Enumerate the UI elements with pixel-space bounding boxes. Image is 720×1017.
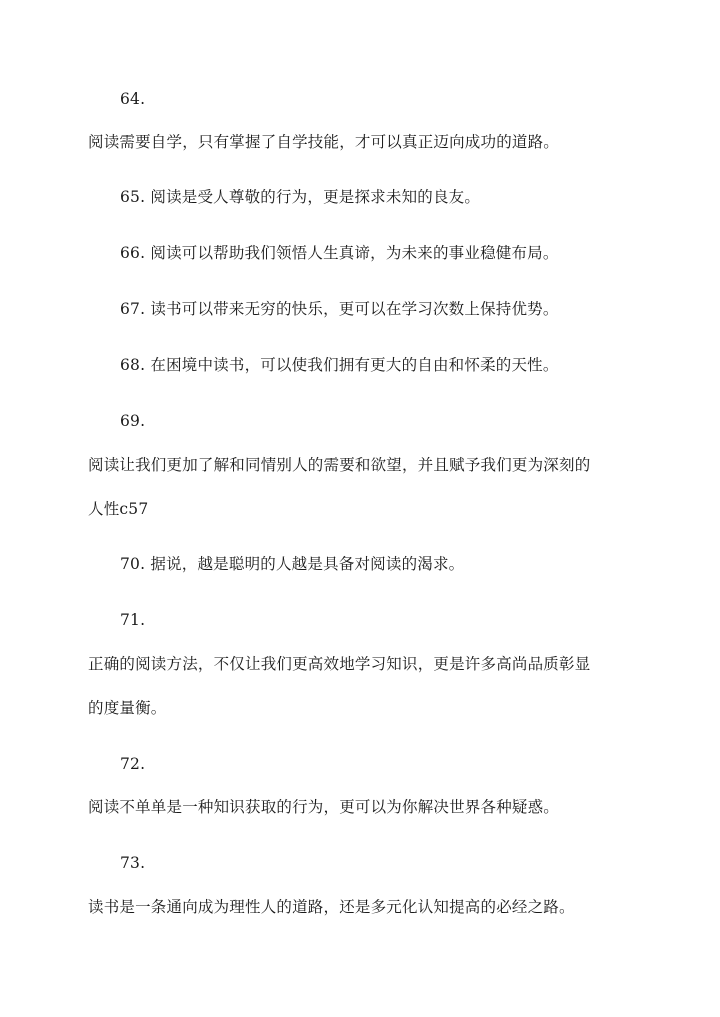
item-70: 70. 据说，越是聪明的人越是具备对阅读的渴求。: [120, 555, 465, 573]
item-66: 66. 阅读可以帮助我们领悟人生真谛，为未来的事业稳健布局。: [120, 244, 559, 262]
item-number-71: 71.: [120, 611, 146, 629]
item-67: 67. 读书可以带来无穷的快乐，更可以在学习次数上保持优势。: [120, 300, 559, 318]
item-number-72: 72.: [120, 755, 146, 773]
item-number-64: 64.: [120, 90, 146, 108]
item-text-69: 阅读让我们更加了解和同情别人的需要和欲望，并且赋予我们更为深刻的: [88, 456, 591, 474]
item-68: 68. 在困境中读书，可以使我们拥有更大的自由和怀柔的天性。: [120, 356, 559, 374]
item-text-73: 读书是一条通向成为理性人的道路，还是多元化认知提高的必经之路。: [88, 898, 575, 916]
item-text-72: 阅读不单单是一种知识获取的行为，更可以为你解决世界各种疑惑。: [88, 798, 560, 816]
item-text-71-cont: 的度量衡。: [88, 699, 167, 717]
item-number-73: 73.: [120, 854, 146, 872]
item-text-71: 正确的阅读方法，不仅让我们更高效地学习知识，更是许多高尚品质彰显: [88, 655, 591, 673]
item-number-69: 69.: [120, 412, 146, 430]
item-text-64: 阅读需要自学，只有掌握了自学技能，才可以真正迈向成功的道路。: [88, 133, 560, 151]
item-65: 65. 阅读是受人尊敬的行为，更是探求未知的良友。: [120, 188, 481, 206]
item-text-69-cont: 人性c57: [88, 500, 149, 518]
